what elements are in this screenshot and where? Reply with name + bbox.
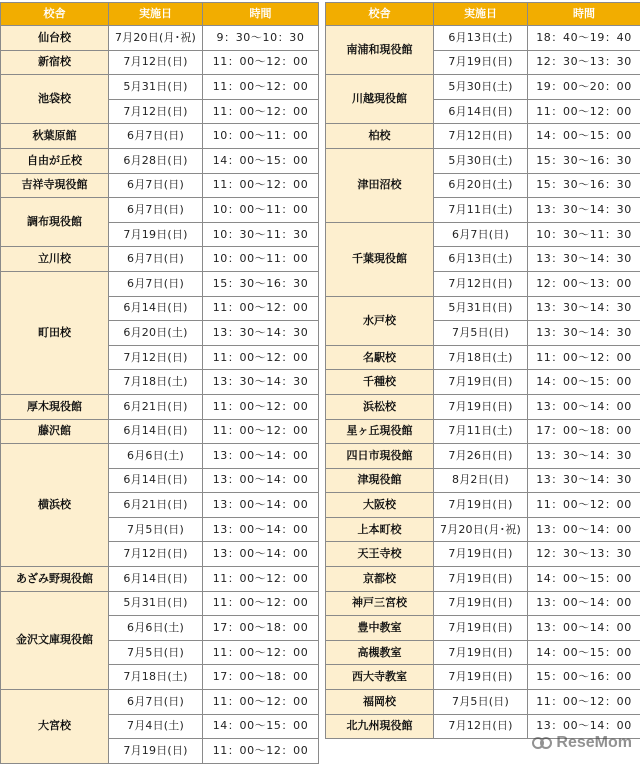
date-cell: 6月14日(日): [434, 99, 528, 124]
date-cell: 7月11日(土): [434, 198, 528, 223]
date-cell: 7月5日(日): [434, 321, 528, 346]
time-cell: 13：00〜14：00: [528, 616, 640, 641]
time-cell: 9：30〜10：30: [203, 26, 319, 51]
school-cell: 秋葉原館: [1, 124, 109, 149]
watermark: [532, 734, 632, 752]
school-cell: 北九州現役館: [326, 714, 434, 739]
school-cell: 福岡校: [326, 690, 434, 715]
time-cell: 15：00〜16：00: [528, 665, 640, 690]
date-cell: 6月14日(日): [109, 468, 203, 493]
date-cell: 6月28日(日): [109, 148, 203, 173]
header-school: 校舎: [1, 3, 109, 26]
table-row: [326, 690, 640, 715]
time-cell: 11：00〜12：00: [528, 99, 640, 124]
table-row: [326, 26, 640, 51]
table-row: [326, 394, 640, 419]
date-cell: 7月5日(日): [434, 690, 528, 715]
table-row: [326, 517, 640, 542]
date-cell: 5月31日(日): [109, 75, 203, 100]
date-cell: 6月14日(日): [109, 296, 203, 321]
time-cell: 14：00〜15：00: [528, 640, 640, 665]
date-cell: 8月2日(日): [434, 468, 528, 493]
time-cell: 19：00〜20：00: [528, 75, 640, 100]
date-cell: 7月19日(日): [434, 50, 528, 75]
school-cell: 豊中教室: [326, 616, 434, 641]
time-cell: 11：00〜12：00: [203, 394, 319, 419]
table-row: [326, 148, 640, 173]
table-row: [1, 271, 319, 296]
time-cell: 10：00〜11：00: [203, 198, 319, 223]
date-cell: 7月5日(日): [109, 517, 203, 542]
table-row: [326, 419, 640, 444]
date-cell: 6月20日(土): [109, 321, 203, 346]
date-cell: 7月19日(日): [434, 542, 528, 567]
time-cell: 15：30〜16：30: [203, 271, 319, 296]
time-cell: 11：00〜12：00: [528, 345, 640, 370]
school-cell: 神戸三宮校: [326, 591, 434, 616]
school-cell: 自由が丘校: [1, 148, 109, 173]
time-cell: 11：00〜12：00: [203, 99, 319, 124]
date-cell: 7月12日(日): [109, 345, 203, 370]
time-cell: 13：30〜14：30: [528, 444, 640, 469]
table-row: [1, 419, 319, 444]
time-cell: 13：00〜14：00: [203, 517, 319, 542]
date-cell: 7月18日(土): [434, 345, 528, 370]
school-cell: 津田沼校: [326, 148, 434, 222]
time-cell: 18：40〜19：40: [528, 26, 640, 51]
date-cell: 5月31日(日): [434, 296, 528, 321]
header-time: 時間: [528, 3, 640, 26]
school-cell: 藤沢館: [1, 419, 109, 444]
school-cell: 大阪校: [326, 493, 434, 518]
time-cell: 14：00〜15：00: [203, 714, 319, 739]
time-cell: 15：30〜16：30: [528, 148, 640, 173]
table-row: [1, 50, 319, 75]
table-row: [1, 124, 319, 149]
table-row: [326, 665, 640, 690]
date-cell: 6月7日(日): [109, 124, 203, 149]
school-cell: 新宿校: [1, 50, 109, 75]
watermark-text: ReseMom: [556, 734, 632, 752]
header-time: 時間: [203, 3, 319, 26]
date-cell: 6月21日(日): [109, 394, 203, 419]
time-cell: 13：30〜14：30: [528, 198, 640, 223]
table-row: [326, 222, 640, 247]
date-cell: 7月18日(土): [109, 370, 203, 395]
school-cell: 川越現役館: [326, 75, 434, 124]
school-cell: 大宮校: [1, 690, 109, 764]
date-cell: 6月7日(日): [109, 271, 203, 296]
school-cell: 仙台校: [1, 26, 109, 51]
table-row: [326, 542, 640, 567]
school-cell: 星ヶ丘現役館: [326, 419, 434, 444]
table-row: [326, 468, 640, 493]
time-cell: 13：00〜14：00: [203, 493, 319, 518]
time-cell: 13：00〜14：00: [203, 542, 319, 567]
table-row: [1, 173, 319, 198]
table-row: [1, 148, 319, 173]
time-cell: 14：00〜15：00: [203, 148, 319, 173]
date-cell: 6月13日(土): [434, 26, 528, 51]
table-row: [326, 591, 640, 616]
time-cell: 10：00〜11：00: [203, 247, 319, 272]
time-cell: 14：00〜15：00: [528, 124, 640, 149]
time-cell: 13：00〜14：00: [528, 517, 640, 542]
school-cell: 横浜校: [1, 444, 109, 567]
school-cell: 高槻教室: [326, 640, 434, 665]
time-cell: 13：30〜14：30: [528, 296, 640, 321]
time-cell: 11：00〜12：00: [203, 296, 319, 321]
date-cell: 7月19日(日): [109, 739, 203, 764]
time-cell: 17：00〜18：00: [203, 665, 319, 690]
table-row: [326, 296, 640, 321]
date-cell: 7月4日(土): [109, 714, 203, 739]
schedule-table-right: [325, 2, 640, 739]
time-cell: 17：00〜18：00: [528, 419, 640, 444]
date-cell: 5月31日(日): [109, 591, 203, 616]
school-cell: 吉祥寺現役館: [1, 173, 109, 198]
table-row: [1, 567, 319, 592]
date-cell: 6月7日(日): [434, 222, 528, 247]
school-cell: 上本町校: [326, 517, 434, 542]
date-cell: 6月6日(土): [109, 444, 203, 469]
time-cell: 12：30〜13：30: [528, 50, 640, 75]
schedule-body-left: [1, 26, 319, 764]
table-row: [1, 75, 319, 100]
date-cell: 6月14日(日): [109, 567, 203, 592]
time-cell: 10：30〜11：30: [203, 222, 319, 247]
school-cell: 池袋校: [1, 75, 109, 124]
school-cell: 千種校: [326, 370, 434, 395]
header-date: 実施日: [434, 3, 528, 26]
date-cell: 7月18日(土): [109, 665, 203, 690]
school-cell: 調布現役館: [1, 198, 109, 247]
date-cell: 7月19日(日): [434, 640, 528, 665]
resemom-logo-icon: [532, 734, 552, 752]
date-cell: 7月12日(日): [109, 99, 203, 124]
table-row: [326, 616, 640, 641]
table-row: [1, 591, 319, 616]
schedule-table-left: [0, 2, 319, 764]
time-cell: 13：30〜14：30: [203, 370, 319, 395]
time-cell: 14：00〜15：00: [528, 370, 640, 395]
table-row: [1, 26, 319, 51]
school-cell: 京都校: [326, 567, 434, 592]
schedule-body-right: [326, 26, 640, 739]
time-cell: 11：00〜12：00: [203, 75, 319, 100]
school-cell: 西大寺教室: [326, 665, 434, 690]
date-cell: 7月12日(日): [434, 271, 528, 296]
time-cell: 11：00〜12：00: [528, 690, 640, 715]
date-cell: 7月19日(日): [434, 394, 528, 419]
date-cell: 7月19日(日): [434, 493, 528, 518]
school-cell: 千葉現役館: [326, 222, 434, 296]
date-cell: 7月19日(日): [434, 665, 528, 690]
date-cell: 7月19日(日): [434, 567, 528, 592]
table-row: [1, 394, 319, 419]
date-cell: 7月12日(日): [109, 50, 203, 75]
time-cell: 13：00〜14：00: [203, 444, 319, 469]
school-cell: 四日市現役館: [326, 444, 434, 469]
table-row: [326, 370, 640, 395]
school-cell: あざみ野現役館: [1, 567, 109, 592]
date-cell: 7月20日(月･祝): [109, 26, 203, 51]
time-cell: 11：00〜12：00: [203, 739, 319, 764]
table-row: [326, 124, 640, 149]
table-row: [326, 444, 640, 469]
header-date: 実施日: [109, 3, 203, 26]
school-cell: 立川校: [1, 247, 109, 272]
table-row: [326, 345, 640, 370]
time-cell: 12：30〜13：30: [528, 542, 640, 567]
time-cell: 11：00〜12：00: [203, 419, 319, 444]
school-cell: 町田校: [1, 271, 109, 394]
school-cell: 厚木現役館: [1, 394, 109, 419]
date-cell: 7月12日(日): [434, 714, 528, 739]
date-cell: 5月30日(土): [434, 75, 528, 100]
header-school: 校舎: [326, 3, 434, 26]
time-cell: 13：30〜14：30: [528, 468, 640, 493]
date-cell: 6月7日(日): [109, 198, 203, 223]
time-cell: 11：00〜12：00: [203, 640, 319, 665]
date-cell: 6月7日(日): [109, 247, 203, 272]
time-cell: 11：00〜12：00: [203, 567, 319, 592]
date-cell: 7月12日(日): [109, 542, 203, 567]
table-row: [326, 567, 640, 592]
time-cell: 11：00〜12：00: [203, 345, 319, 370]
time-cell: 13：30〜14：30: [203, 321, 319, 346]
date-cell: 7月20日(月･祝): [434, 517, 528, 542]
school-cell: 金沢文庫現役館: [1, 591, 109, 689]
date-cell: 6月7日(日): [109, 690, 203, 715]
time-cell: 11：00〜12：00: [203, 173, 319, 198]
date-cell: 7月5日(日): [109, 640, 203, 665]
school-cell: 柏校: [326, 124, 434, 149]
time-cell: 17：00〜18：00: [203, 616, 319, 641]
table-row: [1, 444, 319, 469]
school-cell: 津現役館: [326, 468, 434, 493]
school-cell: 天王寺校: [326, 542, 434, 567]
table-row: [326, 640, 640, 665]
school-cell: 水戸校: [326, 296, 434, 345]
date-cell: 6月14日(日): [109, 419, 203, 444]
date-cell: 7月26日(日): [434, 444, 528, 469]
table-row: [1, 198, 319, 223]
date-cell: 5月30日(土): [434, 148, 528, 173]
date-cell: 7月19日(日): [434, 370, 528, 395]
time-cell: 13：00〜14：00: [203, 468, 319, 493]
date-cell: 7月19日(日): [434, 616, 528, 641]
time-cell: 11：00〜12：00: [203, 690, 319, 715]
date-cell: 6月21日(日): [109, 493, 203, 518]
header-row: [1, 3, 319, 26]
time-cell: 12：00〜13：00: [528, 271, 640, 296]
table-row: [326, 75, 640, 100]
school-cell: 名駅校: [326, 345, 434, 370]
time-cell: 13：30〜14：30: [528, 247, 640, 272]
time-cell: 13：00〜14：00: [528, 714, 640, 739]
time-cell: 10：30〜11：30: [528, 222, 640, 247]
time-cell: 10：00〜11：00: [203, 124, 319, 149]
time-cell: 11：00〜12：00: [528, 493, 640, 518]
date-cell: 6月7日(日): [109, 173, 203, 198]
table-row: [326, 493, 640, 518]
date-cell: 6月6日(土): [109, 616, 203, 641]
date-cell: 7月19日(日): [109, 222, 203, 247]
date-cell: 7月11日(土): [434, 419, 528, 444]
time-cell: 13：30〜14：30: [528, 321, 640, 346]
table-row: [1, 690, 319, 715]
date-cell: 7月12日(日): [434, 124, 528, 149]
time-cell: 13：00〜14：00: [528, 394, 640, 419]
time-cell: 11：00〜12：00: [203, 50, 319, 75]
school-cell: 浜松校: [326, 394, 434, 419]
time-cell: 14：00〜15：00: [528, 567, 640, 592]
time-cell: 13：00〜14：00: [528, 591, 640, 616]
header-row: [326, 3, 640, 26]
date-cell: 7月19日(日): [434, 591, 528, 616]
date-cell: 6月20日(土): [434, 173, 528, 198]
table-row: [1, 247, 319, 272]
date-cell: 6月13日(土): [434, 247, 528, 272]
time-cell: 11：00〜12：00: [203, 591, 319, 616]
school-cell: 南浦和現役館: [326, 26, 434, 75]
time-cell: 15：30〜16：30: [528, 173, 640, 198]
